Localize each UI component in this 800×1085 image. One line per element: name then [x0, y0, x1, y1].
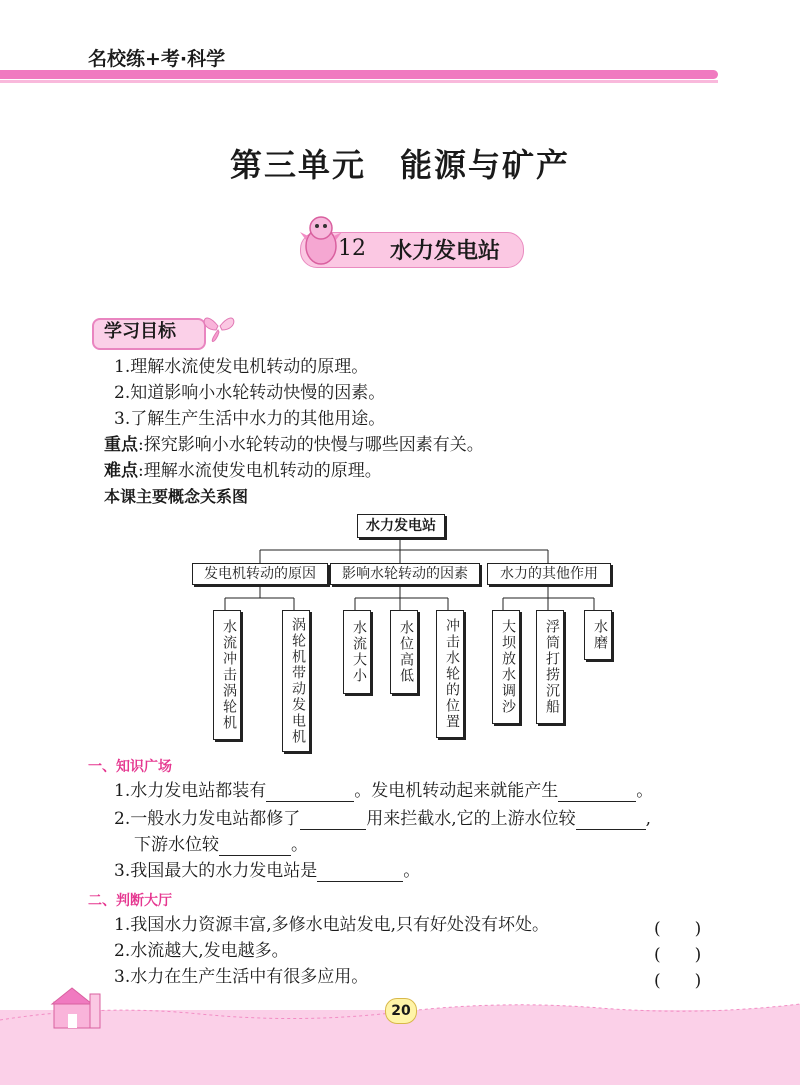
objective-item: 1.理解水流使发电机转动的原理。	[114, 357, 369, 377]
objective-item: 2.知道影响小水轮转动快慢的因素。	[114, 383, 386, 403]
part1-question-2	[114, 808, 651, 830]
question-text: 下游水位较	[134, 835, 219, 855]
concept-leaf: 水磨	[584, 610, 612, 660]
question-text: 。发电机转动起来就能产生	[354, 781, 559, 801]
concept-root: 水力发电站	[357, 514, 445, 538]
answer-blank[interactable]	[219, 837, 291, 856]
question-text: 2.一般水力发电站都修了	[114, 809, 301, 829]
header-title: 名校练+考·科学	[88, 48, 226, 70]
answer-blank[interactable]	[558, 783, 636, 802]
answer-blank[interactable]	[266, 783, 354, 802]
question-text: 1.水力发电站都装有	[114, 781, 267, 801]
judge-item: 2.水流越大,发电越多。	[114, 941, 289, 961]
objectives-heading: 学习目标	[104, 321, 176, 342]
part1-question-3	[114, 860, 420, 882]
key-point-text: :探究影响小水轮转动的快慢与哪些因素有关。	[138, 435, 484, 455]
lesson-number: 12	[338, 236, 366, 261]
question-text: 。	[403, 861, 421, 881]
question-text: ,	[645, 809, 652, 829]
concept-branch: 影响水轮转动的因素	[330, 563, 480, 585]
question-text: 3.我国最大的水力发电站是	[114, 861, 318, 881]
concept-leaf: 水流冲击涡轮机	[213, 610, 241, 740]
part2-heading: 二、判断大厅	[88, 893, 172, 909]
difficult-point-text: :理解水流使发电机转动的原理。	[138, 461, 382, 481]
lesson-name: 水力发电站	[390, 239, 501, 264]
answer-blank[interactable]	[576, 811, 646, 830]
concept-branch: 发电机转动的原因	[192, 563, 328, 585]
question-text: 用来拦截水,它的上游水位较	[366, 809, 576, 829]
castle-icon	[46, 984, 106, 1030]
question-text: 。	[636, 781, 654, 801]
part1-question-1	[114, 780, 653, 802]
answer-paren[interactable]: ( )	[654, 971, 702, 991]
concept-branch: 水力的其他作用	[487, 563, 611, 585]
concept-map-title: 本课主要概念关系图	[104, 487, 249, 506]
question-text: 。	[291, 835, 308, 855]
concept-leaf: 浮筒打捞沉船	[536, 610, 564, 724]
concept-leaf: 水流大小	[343, 610, 371, 694]
concept-leaf: 涡轮机带动发电机	[282, 610, 310, 752]
key-point-label: 重点	[104, 435, 138, 455]
judge-item: 3.水力在生产生活中有很多应用。	[114, 967, 369, 987]
judge-item: 1.我国水力资源丰富,多修水电站发电,只有好处没有坏处。	[114, 915, 550, 935]
concept-leaf: 水位高低	[390, 610, 418, 694]
answer-paren[interactable]: ( )	[654, 919, 702, 939]
concept-leaf: 冲击水轮的位置	[436, 610, 464, 738]
answer-blank[interactable]	[317, 863, 403, 882]
unit-title: 第三单元 能源与矿产	[229, 146, 570, 184]
concept-leaf: 大坝放水调沙	[492, 610, 520, 724]
answer-blank[interactable]	[300, 811, 366, 830]
difficult-point-label: 难点	[104, 461, 138, 481]
objective-item: 3.了解生产生活中水力的其他用途。	[114, 409, 386, 429]
part1-heading: 一、知识广场	[88, 759, 172, 775]
page-number: 20	[385, 998, 417, 1024]
part1-question-2-cont	[134, 834, 308, 856]
answer-paren[interactable]: ( )	[654, 945, 702, 965]
